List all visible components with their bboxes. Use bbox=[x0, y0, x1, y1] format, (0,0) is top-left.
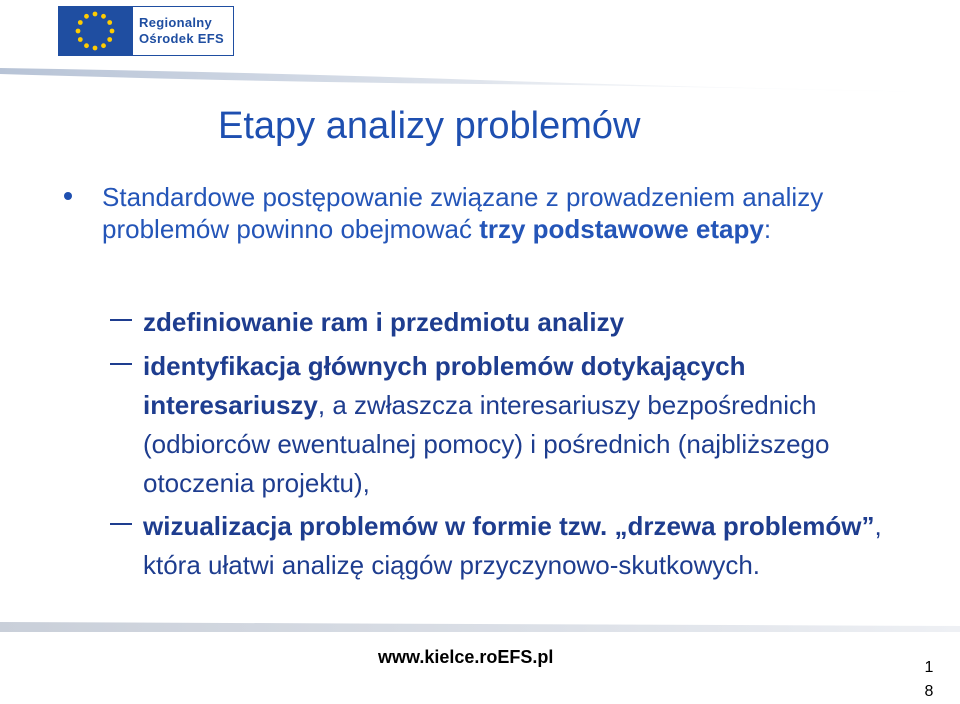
sub-item-3-text bbox=[143, 507, 913, 585]
logo-line-2: Ośrodek EFS bbox=[139, 31, 224, 46]
sub-item-2-bold: identyfikacja głównych problemów dotykających interesariuszy bbox=[143, 351, 746, 420]
dash-icon bbox=[110, 363, 132, 365]
slide-title: Etapy analizy problemów bbox=[218, 105, 641, 147]
logo-line-1: Regionalny bbox=[139, 15, 213, 30]
sub-item-3-bold: wizualizacja problemów w formie tzw. „drzewa problemów” bbox=[143, 511, 875, 541]
page-number-digit-1: 1 bbox=[924, 659, 934, 676]
main-bullet-part2: : bbox=[763, 214, 772, 244]
main-bullet-text bbox=[102, 181, 922, 245]
sub-item-2-text bbox=[143, 347, 913, 503]
efs-logo bbox=[58, 6, 234, 56]
main-bullet-bold: trzy podstawowe etapy bbox=[479, 214, 764, 244]
sub-item-1-bold: zdefiniowanie ram i przedmiotu analizy bbox=[143, 307, 625, 337]
logo-text bbox=[132, 6, 234, 56]
sub-item-3-rest: , która ułatwi analizę ciągów przyczynowo-skutkowych. bbox=[143, 511, 882, 580]
main-bullet-part1: Standardowe postępowanie związane z prowadzeniem analizy problemów powinno obejmować bbox=[102, 182, 824, 244]
top-decorative-band bbox=[0, 66, 960, 96]
bullet-dot-icon bbox=[64, 192, 72, 200]
dash-icon bbox=[110, 319, 132, 321]
sub-item-1-text bbox=[143, 303, 913, 342]
page-number bbox=[919, 656, 939, 704]
dash-icon bbox=[110, 523, 132, 525]
bottom-decorative-band bbox=[0, 622, 960, 634]
footer-url-link[interactable]: www.kielce.roEFS.pl bbox=[378, 647, 554, 667]
page-number-digit-2: 8 bbox=[924, 683, 934, 700]
sub-item-2-rest: , a zwłaszcza interesariuszy bezpośrednich (odbiorców ewentualnej pomocy) i pośrednich (najbliższego otoczenia projektu), bbox=[143, 390, 830, 498]
eu-flag-icon bbox=[58, 6, 132, 56]
